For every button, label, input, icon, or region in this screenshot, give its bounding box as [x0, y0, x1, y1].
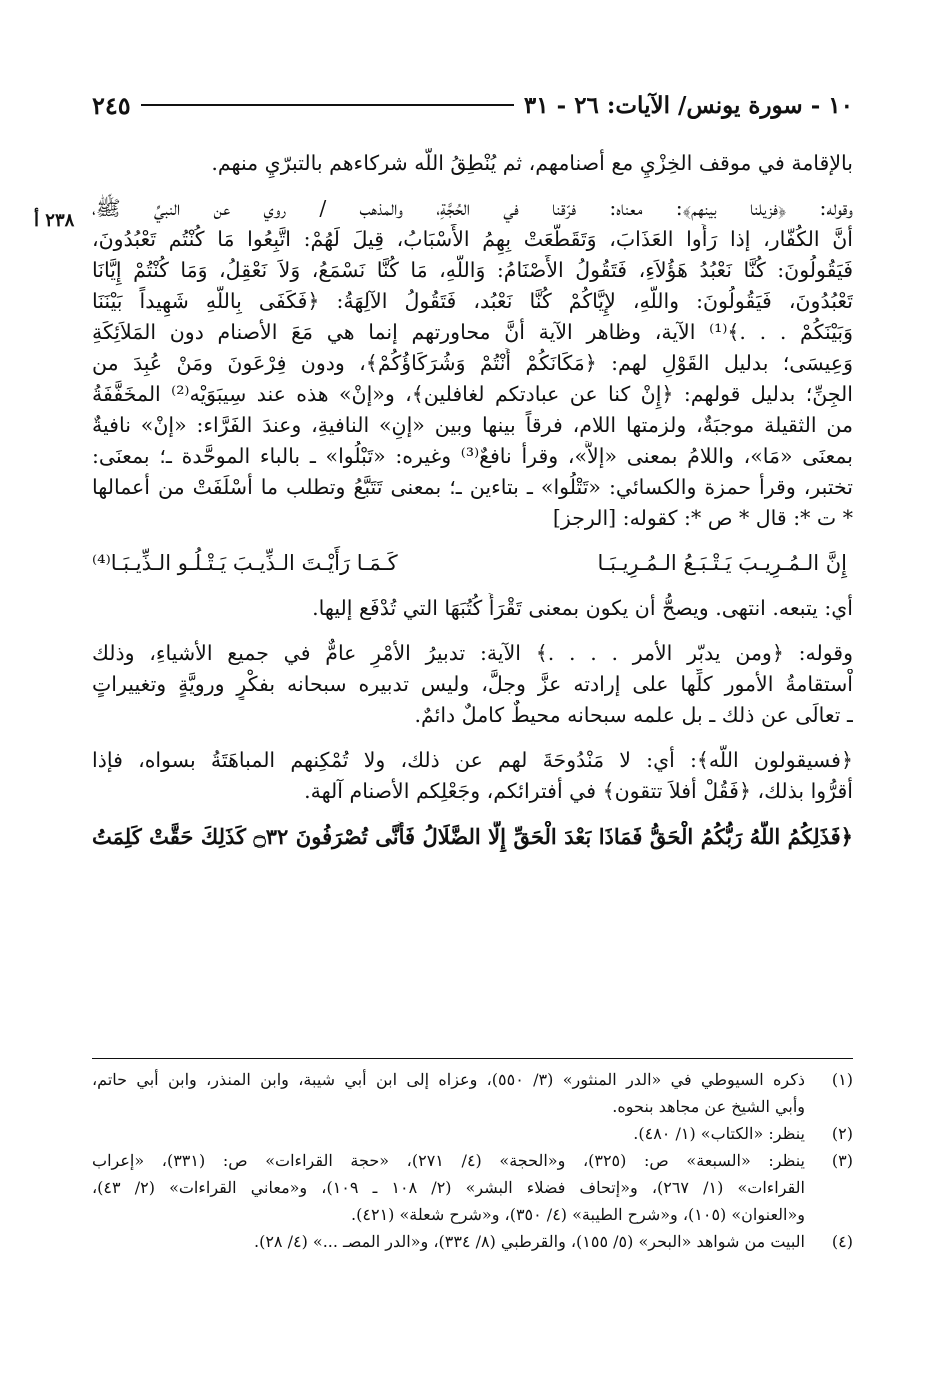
footnote-line: ذكره السيوطي في «الدر المنثور» (٣/ ٥٥٠)، وعزاه إلى ابن أبي شيبة، وابن المنذر، وابن أبي حاتم،: [92, 1070, 805, 1089]
text-line: اْستقامةُ الأمور كلِّها على إرادته عزَّ وجلَّ، وليس تدبيره سبحانه بفكْرٍ ورويَّةٍ وتغييراتٍ: [92, 672, 853, 696]
text-line: وقوله: ﴿فزيلنا بينهم﴾: معناه: فرّقنا في الحُجَّةِ، والمذهب / روي عن النبيِّ ﷺ،: [92, 196, 853, 220]
paragraph-5: [92, 745, 853, 807]
footnote-line: وأبي الشيخ عن مجاهد بنحوه.: [612, 1097, 805, 1116]
footnote-number: (٤): [831, 1232, 853, 1251]
text-line: أي: يتبعه. انتهى. ويصحُّ أن يكون بمعنى تَقْرَأُ كُتُبَهَا التي تُدْفَع إليها.: [312, 596, 853, 620]
text-line: * ت *: قال * ص *: كقوله: [الرجز]: [552, 506, 853, 530]
text-line: أنَّ الكُفّار، إذا رَأَوا العَذَابَ، وَتَقَطَّعَتْ بِهِمُ الأَسْبَابُ، قِيلَ لَهُمْ: اتَّبِعُوا مَا كُنْتُم تَعْبُدُونَ،: [92, 227, 853, 251]
text-line: وقوله: ﴿ومن يدبّر الأمر . . . .﴾ الآية: تدبيرُ الأمْرِ عامٌّ في جميع الأشياءِ، وذلك: [92, 641, 853, 665]
text-line: ـ تعالَى عن ذلك ـ بل علمه سبحانه محيطٌ كاملٌ دائمٌ.: [414, 703, 853, 727]
text-line: وَبَيْنَكُمْ . . .﴾⁽¹⁾ الآية، وظاهر الآية أنَّ محاورتهم إنما هي مَعَ الأصنام دون المَلاَئِكَةِ: [92, 320, 853, 344]
text-line: بمعنَى «مَا»، واللامُ بمعنى «إلاَّ»، وقرأ نافعٌ⁽³⁾ وغيره: «تَبْلُوا» ـ بالباء الموحَّدة ـ؛ بمعنَى:: [92, 444, 853, 468]
paragraph-1: [92, 148, 853, 179]
footnotes: [92, 1066, 853, 1255]
page-number: ٢٤٥: [92, 90, 131, 120]
text-line: ﴿فسيقولون اللَّه﴾: أي: لا مَنْدُوحَةَ لهم عن ذلك، ولا تُمْكِنهم المباهَتَةُ بسواه، فإذا: [92, 748, 853, 772]
text-line: من الثقيلة موجبَةٌ، ولزمتها اللام، فرقاً بينها وبين «إنِ» النافيةِ، وعندَ الفَرَّاء: «إنْ» نافيةٌ: [92, 413, 853, 437]
footnote: [92, 1147, 853, 1228]
header-title: ١٠ - سورة يونس/ الآيات: ٢٦ - ٣١: [523, 91, 853, 119]
footnote: [92, 1228, 853, 1255]
footnote: [92, 1066, 853, 1120]
text-line: وَعِيسَى؛ بدليل القَوْلِ لهم: ﴿مَكَانَكُمْ أَنْتُمْ وَشُرَكَاؤُكُمْ﴾، ودون فِرْعَونَ ومَنْ عُبِدَ من: [92, 351, 853, 375]
poetry-verse: [92, 548, 853, 579]
footnote-number: (١): [831, 1070, 853, 1089]
paragraph-3: [92, 593, 853, 624]
footnote-number: (٢): [831, 1124, 853, 1143]
footnote-line: و«العنوان» (١٠٥)، و«شرح الطيبة» (٤/ ٣٥٠)، و«شرح شعلة» (٤٢١).: [351, 1205, 805, 1224]
running-header: [92, 88, 853, 122]
header-rule: [141, 104, 514, 106]
footnote-line: ينظر: «السبعة» ص: (٣٢٥)، و«الحجة» (٤/ ٢٧١)، «حجة القراءات» ص: (٣٣١)، «إعراب: [92, 1151, 805, 1170]
footnote-number: (٣): [831, 1151, 853, 1170]
text-line: تختبر، وقرأ حمزة والكسائي: «تَتْلُوا» ـ بتاءين ـ؛ بمعنى تَتَبَّعُ وتطلب ما أسْلَفَتْ من أعمالها: [92, 475, 853, 499]
verse-first-hemistich: إِنَّ الـمُـرِيـبَ يَـتْـبَـعُ الـمُـرِيـبَـا: [597, 551, 847, 575]
text-line: أقرُّوا بذلك، ﴿فَقُلْ أفلاَ تتقون﴾ في أفترائكم، وجَعْلِكم الأصنام آلهة.: [304, 779, 853, 803]
paragraph-4: [92, 638, 853, 731]
footnote-line: القراءات» (١/ ٢٦٧)، و«إتحاف فضلاء البشر» (٢/ ١٠٨ ـ ١٠٩)، و«معاني القراءات» (٢/ ٤٣)،: [92, 1178, 805, 1197]
footnote-line: ينظر: «الكتاب» (١/ ٤٨٠).: [633, 1124, 805, 1143]
footnote: [92, 1120, 853, 1147]
verse-second-hemistich: كَـمَـا رَأَيْـتَ الـذِّيـبَ يَـتْـلُـو الـذِّيـبَـا⁽⁴⁾: [92, 551, 398, 575]
text-line: تَعْبُدُونَ، فَيَقُولُونَ: واللَّهِ، لإِيَّاكُمْ كُنَّا نَعْبُد، فَتَقُولُ الآلِهَةُ: ﴿فَكَفَى بِاللَّهِ شَهِيداً بَيْنَنَا: [92, 289, 853, 313]
quran-verse-line: ﴿فَذَلِكُمُ اللَّهُ رَبُّكُمُ الْحَقُّ فَمَاذَا بَعْدَ الْحَقِّ إِلَّا الضَّلَالُ فَأَنَّى تُصْرَفُونَ ۝٣٢ كَذَلِكَ حَقَّتْ كَلِمَتُ: [92, 824, 853, 849]
footnote-separator: [92, 1058, 853, 1059]
main-text: [92, 148, 853, 852]
text-line: بالإقامة في موقف الخِزْيِ مع أصنامهم، ثم يُنْطِقُ اللَّه شركاءهم بالتبرّيِ منهم.: [211, 151, 853, 175]
text-line: الجِنِّ؛ بدليل قولهم: ﴿إِنْ كنا عن عبادتكم لغافلين﴾، و«إنْ» هذه عند سِيبَوَيْه⁽²⁾ المخَفَّفَةُ: [92, 382, 853, 406]
paragraph-2: [92, 193, 853, 534]
text-line: فَيَقُولُونَ: كُنَّا نَعْبُدُ هَؤُلاَءِ، فَتَقُولُ الأَصْنَامُ: وَاللَّهِ، مَا كُنَّا نَسْمَعُ، وَلاَ نَعْقِلُ، وَمَا كُنْتُمْ إِيَّانَا: [92, 258, 853, 282]
footnote-line: البيت من شواهد «البحر» (٥/ ١٥٥)، والقرطبي (٨/ ٣٣٤)، و«الدر المصـ ...» (٤/ ٢٨).: [254, 1232, 805, 1251]
margin-folio-note: ٢٣٨ أ: [34, 210, 75, 231]
